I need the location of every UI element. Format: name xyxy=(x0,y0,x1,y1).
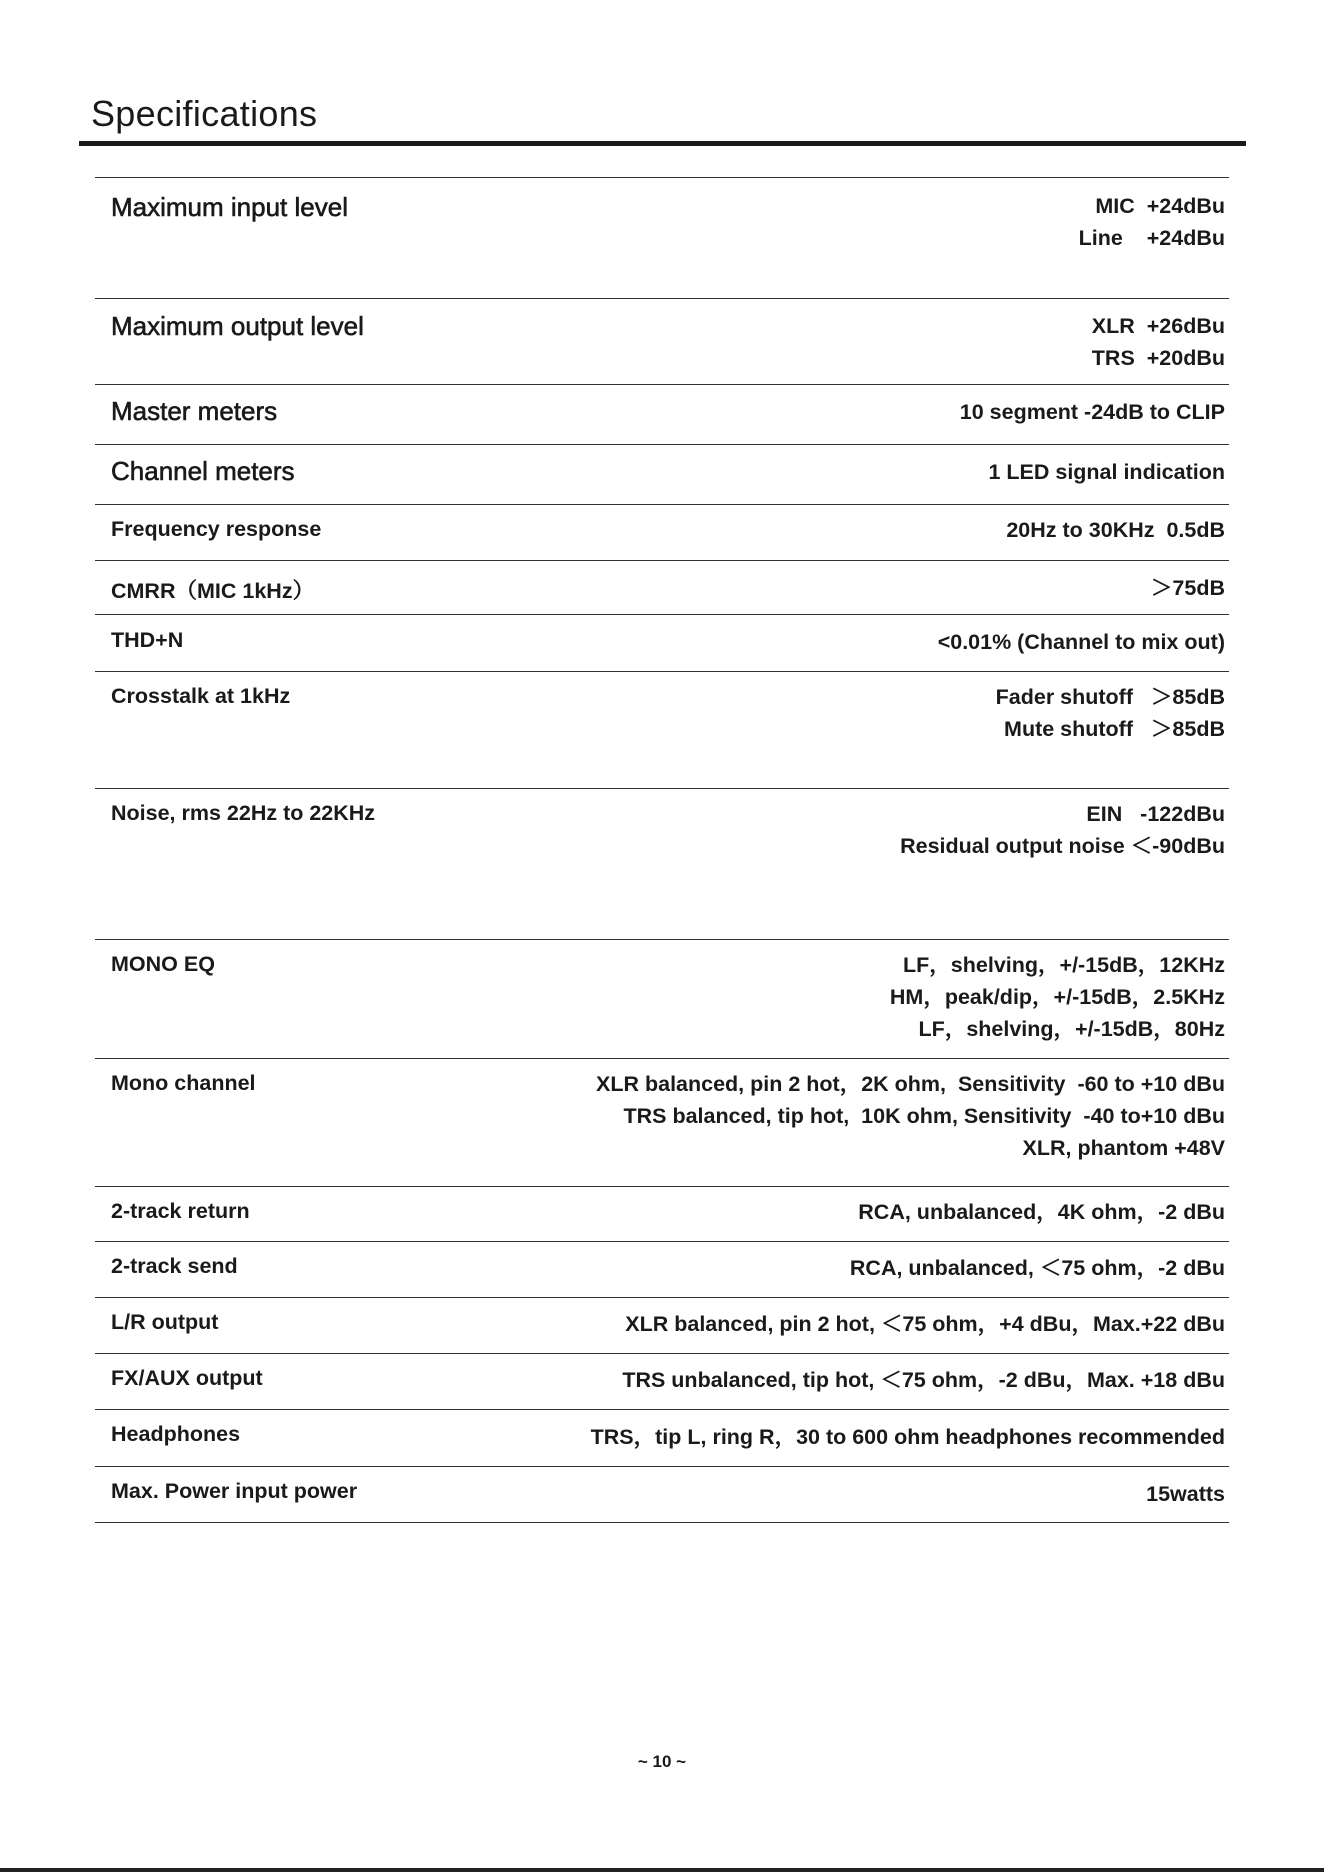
spec-label: Maximum output level xyxy=(111,311,364,341)
spec-label: Maximum input level xyxy=(111,192,348,222)
spec-value: RCA, unbalanced, ＜75 ohm，-2 dBu xyxy=(849,1256,1225,1280)
spec-label: Crosstalk at 1kHz xyxy=(111,684,291,708)
spec-value: 10 segment -24dB to CLIP xyxy=(959,400,1225,424)
spec-row xyxy=(95,1410,1229,1467)
spec-row xyxy=(95,299,1229,385)
spec-value: TRS unbalanced, tip hot, ＜75 ohm，-2 dBu，Max. +18 dBu xyxy=(622,1368,1225,1392)
spec-value: HM，peak/dip，+/-15dB，2.5KHz xyxy=(889,985,1225,1009)
spec-label: Mono channel xyxy=(111,1071,256,1095)
spec-values xyxy=(938,626,1225,658)
spec-row xyxy=(95,178,1229,299)
spec-value: Residual output noise ＜-90dBu xyxy=(900,834,1225,858)
spec-values xyxy=(890,949,1225,1045)
spec-value: 15watts xyxy=(1146,1482,1225,1506)
spec-value: EIN -122dBu xyxy=(1086,802,1225,826)
spec-values xyxy=(858,1196,1225,1228)
spec-value: ＞75dB xyxy=(1150,576,1225,600)
spec-values xyxy=(960,396,1225,428)
spec-label: Channel meters xyxy=(111,456,295,486)
spec-row xyxy=(95,672,1229,789)
spec-values xyxy=(625,1308,1225,1340)
spec-row xyxy=(95,1298,1229,1354)
spec-label: CMRR（MIC 1kHz） xyxy=(111,579,315,603)
spec-value: LF，shelving，+/-15dB，80Hz xyxy=(918,1017,1225,1041)
spec-value: 1 LED signal indication xyxy=(988,460,1225,484)
spec-value: RCA, unbalanced，4K ohm，-2 dBu xyxy=(858,1200,1225,1224)
spec-values xyxy=(596,1068,1225,1164)
spec-row xyxy=(95,940,1229,1059)
spec-value: TRS balanced, tip hot, 10K ohm, Sensitivity -40 to+10 dBu xyxy=(623,1104,1225,1128)
spec-table xyxy=(95,177,1229,1523)
spec-label: Frequency response xyxy=(111,517,322,541)
spec-row xyxy=(95,505,1229,561)
spec-value: TRS，tip L, ring R，30 to 600 ohm headphones recommended xyxy=(590,1425,1225,1449)
spec-label: L/R output xyxy=(111,1310,219,1334)
spec-label: Max. Power input power xyxy=(111,1479,358,1503)
spec-row xyxy=(95,1187,1229,1242)
spec-label: Headphones xyxy=(111,1422,241,1446)
spec-value: <0.01% (Channel to mix out) xyxy=(937,630,1225,654)
spec-values xyxy=(622,1364,1225,1396)
spec-label: 2-track send xyxy=(111,1254,238,1278)
spec-row xyxy=(95,615,1229,672)
spec-values xyxy=(591,1421,1225,1453)
spec-values xyxy=(1006,514,1225,546)
spec-label: 2-track return xyxy=(111,1199,250,1223)
spec-values xyxy=(1151,572,1225,604)
spec-row xyxy=(95,1242,1229,1298)
spec-label: MONO EQ xyxy=(111,952,215,976)
title-rule xyxy=(79,141,1246,146)
spec-values xyxy=(900,798,1225,862)
spec-values xyxy=(996,681,1225,745)
spec-value: Line +24dBu xyxy=(1078,226,1225,250)
spec-label: FX/AUX output xyxy=(111,1366,263,1390)
spec-value: XLR, phantom +48V xyxy=(1022,1136,1225,1160)
spec-value: XLR balanced, pin 2 hot, ＜75 ohm，+4 dBu，Max.+22 dBu xyxy=(625,1312,1225,1336)
spec-row xyxy=(95,385,1229,445)
page-number: ~ 10 ~ xyxy=(637,1752,687,1771)
spec-value: TRS +20dBu xyxy=(1091,346,1225,370)
spec-label: THD+N xyxy=(111,628,184,652)
bottom-border xyxy=(0,1868,1324,1872)
spec-label: Noise, rms 22Hz to 22KHz xyxy=(111,801,376,825)
spec-row xyxy=(95,1059,1229,1187)
spec-value: MIC +24dBu xyxy=(1095,194,1225,218)
spec-values xyxy=(1146,1478,1225,1510)
spec-value: 20Hz to 30KHz 0.5dB xyxy=(1006,518,1225,542)
page-title: Specifications xyxy=(91,93,318,134)
spec-value: LF，shelving，+/-15dB，12KHz xyxy=(903,953,1225,977)
spec-row xyxy=(95,561,1229,615)
spec-value: XLR +26dBu xyxy=(1091,314,1225,338)
spec-row xyxy=(95,1467,1229,1523)
spec-values xyxy=(850,1252,1225,1284)
spec-row xyxy=(95,1354,1229,1410)
spec-row xyxy=(95,445,1229,505)
spec-value: Fader shutoff ＞85dB xyxy=(995,685,1225,709)
spec-row xyxy=(95,789,1229,940)
spec-value: XLR balanced, pin 2 hot，2K ohm, Sensitivity -60 to +10 dBu xyxy=(596,1072,1225,1096)
spec-values xyxy=(988,456,1225,488)
spec-label: Master meters xyxy=(111,396,278,426)
spec-values xyxy=(1079,190,1225,254)
spec-values xyxy=(1092,310,1225,374)
spec-value: Mute shutoff ＞85dB xyxy=(1004,717,1225,741)
